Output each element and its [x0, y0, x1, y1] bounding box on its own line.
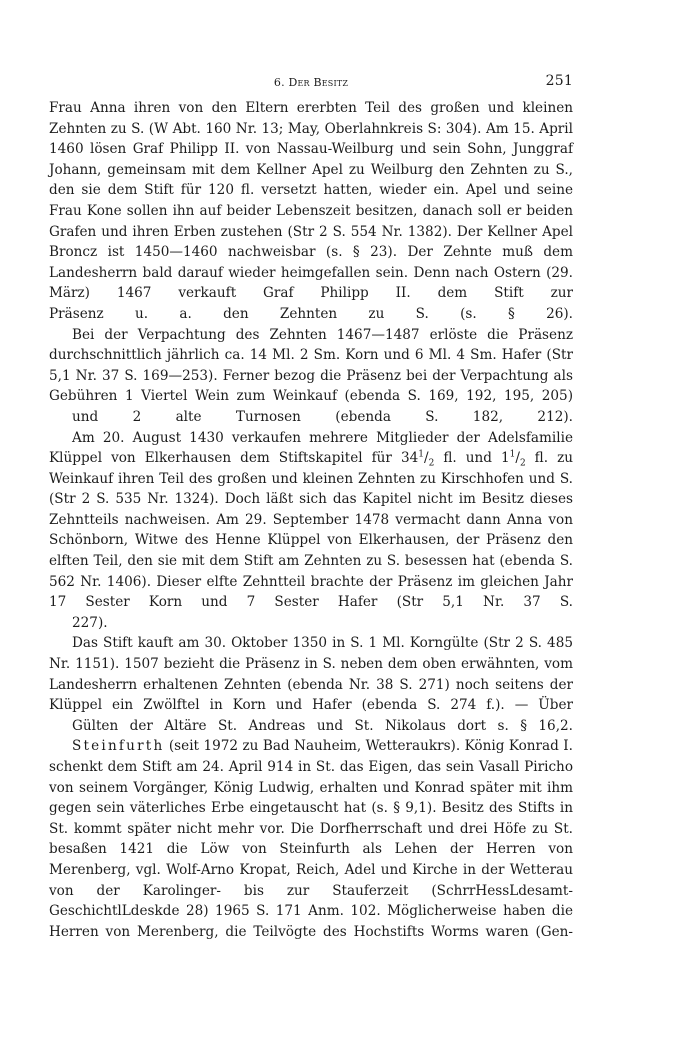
- paragraph-3-last-line: 227).: [72, 614, 108, 631]
- paragraph-5: [49, 736, 573, 942]
- book-page: [49, 72, 573, 942]
- paragraph-3-text-b: fl. und 1: [434, 450, 510, 467]
- paragraph-4: [49, 633, 573, 736]
- paragraph-3-text-c: fl. zu Weinkauf ihren Teil des großen und kleinen Zehnten zu Kirschhofen und S. (Str 2 S. 535 Nr. 1324). Doch läßt sich das Kapitel nicht im Besitz dieses Zehntteils nachweisen. Am 29. September 1478 vermacht dann Anna von Schönborn, Witwe des Henne Klüppel von Elkerhausen, der Präsenz den elften Teil, den sie mit dem Stift am Zehnten zu S. besessen hat (ebenda S. 562 Nr. 1406). Dieser elfte Zehntteil brachte der Präsenz im gleichen Jahr 17 Sester Korn und 7 Sester Hafer (Str 5,1 Nr. 37 S.: [49, 450, 573, 611]
- paragraph-1-last-line: Präsenz u. a. den Zehnten zu S. (s. § 26).: [49, 305, 573, 322]
- paragraph-1-text: Frau Anna ihren von den Eltern ererbten Teil des großen und kleinen Zehnten zu S. (W Abt. 160 Nr. 13; May, Oberlahnkreis S: 304). Am 15. April 1460 lösen Graf Philipp II. von Nassau-Weilburg und sein Sohn, Junggraf Johann, gemeinsam mit dem Kellner Apel zu Weilburg den Zehnten zu S., den sie dem Stift für 120 fl. versetzt hatten, wieder ein. Apel und seine Frau Kone sollen ihn auf beider Lebenszeit besitzen, danach soll er beiden Grafen und ihren Erben zustehen (Str 2 S. 554 Nr. 1382). Der Kellner Apel Broncz ist 1450—1460 nachweisbar (s. § 23). Der Zehnte muß dem Landesherrn bald darauf wieder heimgefallen sein. Denn nach Ostern (29. März) 1467 verkauft Graf Philipp II. dem Stift zur: [49, 100, 573, 302]
- fraction-numerator: 1: [509, 449, 516, 460]
- page-number: 251: [545, 73, 573, 89]
- paragraph-4-last-line: Gülten der Altäre St. Andreas und St. Nikolaus dort s. § 16,2.: [72, 717, 573, 734]
- paragraph-2-text: Bei der Verpachtung des Zehnten 1467—1487 erlöste die Präsenz durchschnittlich jährlich ca. 14 Ml. 2 Sm. Korn und 6 Ml. 4 Sm. Hafer (Str 5,1 Nr. 37 S. 169—253). Ferner bezog die Präsenz bei der Verpachtung als Gebühren 1 Viertel Wein zum Weinkauf (ebenda S. 169, 192, 195, 205): [49, 326, 573, 405]
- paragraph-5-text: (seit 1972 zu Bad Nauheim, Wetteraukrs). König Konrad I. schenkt dem Stift am 24. April 914 in St. das Eigen, das sein Vasall Piricho von seinem Vorgänger, König Ludwig, erhalten und Konrad später mit ihm gegen sein väterliches Erbe eingetauscht hat (s. § 9,1). Besitz des Stifts in St. kommt später nicht mehr vor. Die Dorfherrschaft und drei Höfe zu St. besaßen 1421 die Löw von Steinfurth als Lehen der Herren von Merenberg, vgl. Wolf-Arno Kropat, Reich, Adel und Kirche in der Wetterau von der Karolinger- bis zur Stauferzeit (SchrrHessLdesamt-GeschichtlLdeskde 28) 1965 S. 171 Anm. 102. Möglicherweise haben die Herren von Merenberg, die Teilvögte des Hochstifts Worms waren (Gen-: [49, 738, 573, 940]
- fraction-numerator: 1: [418, 449, 424, 460]
- body-text: [49, 98, 573, 942]
- paragraph-3: Am 20. August 1430 verkaufen mehrere Mitglieder der Adelsfamilie Klüppel von Elkerhausen dem Stiftskapitel für $34^1/_2$ fl. und $1^1/_2$ fl. zu Weinkauf ihren Teil des großen und kleinen Zehnten zu Kirschhofen und S. (Str 2 S. 535 Nr. 1324). Doch läßt sich das Kapitel nicht im Besitz dieses Zehntteils nachweisen. Am 29. September 1478 vermacht dann Anna von Schönborn, Witwe des Henne Klüppel von Elkerhausen, der Präsenz den elften Teil, den sie mit dem Stift am Zehnten zu S. besessen hat (ebenda S. 562 Nr. 1406). Dieser elfte Zehntteil brachte der Präsenz im gleichen Jahr 17 Sester Korn und 7 Sester Hafer (Str 5,1 Nr. 37 S. 227).: [49, 428, 573, 634]
- chapter-title: 6. Der Besitz: [273, 76, 349, 89]
- paragraph-4-text: Das Stift kauft am 30. Oktober 1350 in S. 1 Ml. Korngülte (Str 2 S. 485 Nr. 1151). 1507 bezieht die Präsenz in S. neben dem oben erwähnten, vom Landesherrn erhaltenen Zehnten (ebenda Nr. 38 S. 271) noch seitens der Klüppel ein Zwölftel in Korn und Hafer (ebenda S. 274 f.). — Über: [49, 635, 573, 714]
- paragraph-1: [49, 98, 573, 325]
- running-head: [49, 72, 573, 98]
- fraction-denominator: 2: [428, 458, 435, 469]
- fraction-denominator: 2: [519, 458, 526, 469]
- place-name-steinfurth: Steinfurth: [72, 738, 165, 755]
- paragraph-2-last-line: und 2 alte Turnosen (ebenda S. 182, 212).: [72, 408, 573, 425]
- paragraph-2: [49, 325, 573, 428]
- paragraph-3-text-a: Am 20. August 1430 verkaufen mehrere Mitglieder der Adelsfamilie Klüppel von Elkerhausen dem Stiftskapitel für 34: [49, 429, 573, 467]
